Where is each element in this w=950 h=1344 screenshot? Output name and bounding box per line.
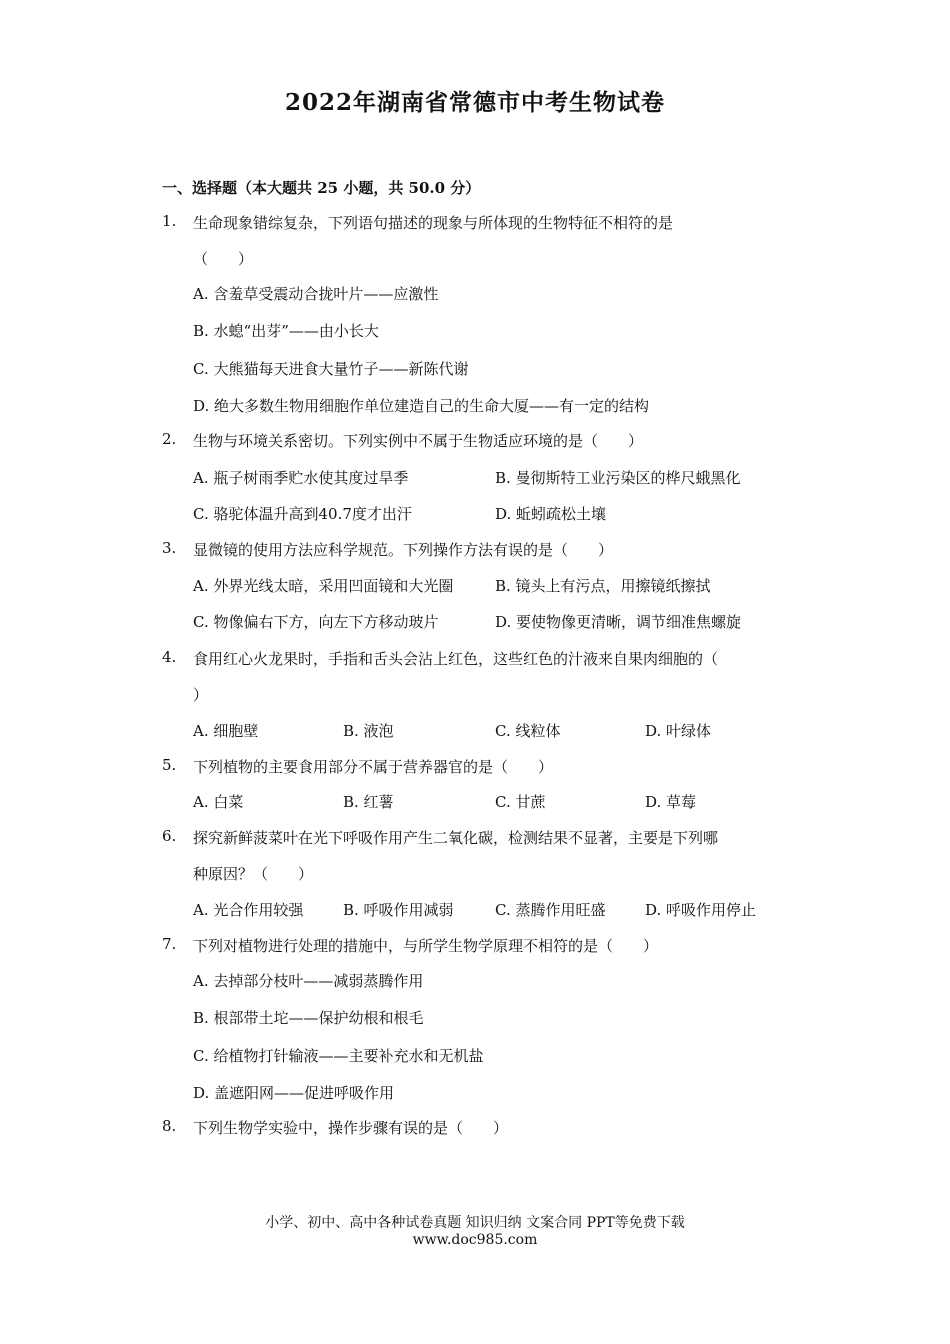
question-stem: （ ） (193, 250, 254, 268)
question-number: 2. (162, 430, 177, 448)
option-d: D. 叶绿体 (645, 722, 712, 740)
option-c: C. 大熊猫每天进食大量竹子——新陈代谢 (193, 360, 469, 378)
question-number: 1. (162, 212, 177, 230)
option-b: B. 红薯 (343, 793, 394, 811)
footer-website-link[interactable]: www.doc985.com (412, 1232, 538, 1248)
option-d: D. 草莓 (645, 793, 697, 811)
question-stem: 下列对植物进行处理的措施中，与所学生物学原理不相符的是（ ） (193, 937, 659, 955)
option-a: A. 瓶子树雨季贮水使其度过旱季 (193, 469, 409, 487)
question-stem: 下列生物学实验中，操作步骤有误的是（ ） (193, 1119, 509, 1137)
question-stem: 生命现象错综复杂，下列语句描述的现象与所体现的生物特征不相符的是 (193, 214, 674, 232)
question-stem: 探究新鲜菠菜叶在光下呼吸作用产生二氧化碳，检测结果不显著，主要是下列哪 (193, 829, 719, 847)
option-c: C. 物像偏右下方，向左下方移动玻片 (193, 613, 439, 631)
option-c: C. 线粒体 (495, 722, 561, 740)
option-a: A. 含羞草受震动合拢叶片——应激性 (193, 285, 439, 303)
question-number: 6. (162, 827, 177, 845)
option-d: D. 蚯蚓疏松土壤 (495, 505, 607, 523)
question-number: 3. (162, 539, 177, 557)
section-heading: 一、选择题（本大题共 25 小题，共 50.0 分） (162, 179, 481, 197)
option-b: B. 镜头上有污点，用擦镜纸擦拭 (495, 577, 711, 595)
option-d: D. 绝大多数生物用细胞作单位建造自己的生命大厦——有一定的结构 (193, 397, 650, 415)
option-c: C. 骆驼体温升高到40.7度才出汗 (193, 505, 412, 523)
page-title: 2022年湖南省常德市中考生物试卷 (284, 89, 665, 116)
question-number: 5. (162, 756, 177, 774)
footer-promo-text: 小学、初中、高中各种试卷真题 知识归纳 文案合同 PPT等免费下载 (265, 1215, 685, 1231)
option-c: C. 蒸腾作用旺盛 (495, 901, 606, 919)
question-stem: ） (193, 686, 209, 704)
question-number: 8. (162, 1117, 177, 1135)
option-b: B. 曼彻斯特工业污染区的桦尺蛾黑化 (495, 469, 741, 487)
option-b: B. 水螅“出芽”——由小长大 (193, 322, 379, 340)
option-a: A. 去掉部分枝叶——减弱蒸腾作用 (193, 972, 424, 990)
option-b: B. 液泡 (343, 722, 394, 740)
option-a: A. 外界光线太暗，采用凹面镜和大光圈 (193, 577, 454, 595)
option-d: D. 盖遮阳网——促进呼吸作用 (193, 1084, 395, 1102)
question-number: 7. (162, 935, 177, 953)
question-stem: 种原因？（ ） (193, 865, 314, 883)
option-b: B. 呼吸作用减弱 (343, 901, 454, 919)
question-stem: 生物与环境关系密切。下列实例中不属于生物适应环境的是（ ） (193, 432, 644, 450)
option-c: C. 给植物打针输液——主要补充水和无机盐 (193, 1047, 484, 1065)
option-d: D. 呼吸作用停止 (645, 901, 757, 919)
question-stem: 下列植物的主要食用部分不属于营养器官的是（ ） (193, 758, 554, 776)
option-c: C. 甘蔗 (495, 793, 546, 811)
option-a: A. 细胞壁 (193, 722, 259, 740)
option-a: A. 白菜 (193, 793, 244, 811)
question-stem: 显微镜的使用方法应科学规范。下列操作方法有误的是（ ） (193, 541, 614, 559)
option-d: D. 要使物像更清晰，调节细准焦螺旋 (495, 613, 742, 631)
option-b: B. 根部带土坨——保护幼根和根毛 (193, 1009, 424, 1027)
option-a: A. 光合作用较强 (193, 901, 304, 919)
question-number: 4. (162, 648, 177, 666)
question-stem: 食用红心火龙果时，手指和舌头会沾上红色，这些红色的汁液来自果肉细胞的（ (193, 650, 719, 668)
